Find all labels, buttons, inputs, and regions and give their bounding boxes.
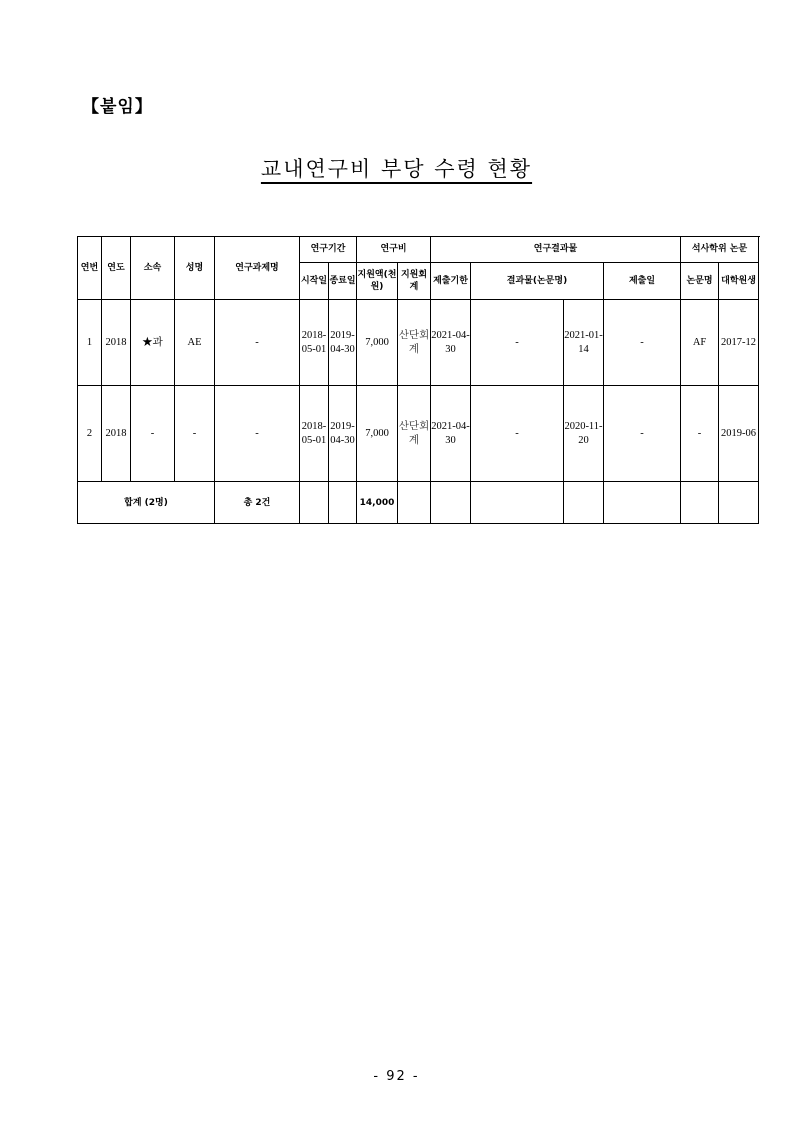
- cell-end: 2019-04-30: [329, 386, 357, 482]
- page-title-text: 교내연구비 부당 수령 현황: [260, 157, 533, 181]
- summary-empty: [471, 482, 564, 524]
- cell-end: 2019-04-30: [329, 300, 357, 386]
- header-period-start: 시작일: [300, 263, 329, 300]
- header-funding: 연구비: [357, 237, 431, 263]
- cell-name: -: [175, 386, 215, 482]
- header-deadline: 제출기한: [431, 263, 471, 300]
- summary-empty: [719, 482, 759, 524]
- summary-amount-total: 14,000: [357, 482, 398, 524]
- header-period: 연구기간: [300, 237, 357, 263]
- cell-deadline: 2021-04-30: [431, 386, 471, 482]
- summary-empty: [564, 482, 604, 524]
- cell-year: 2018: [102, 386, 131, 482]
- cell-result-title: -: [471, 300, 564, 386]
- summary-empty: [329, 482, 357, 524]
- cell-result-title: -: [471, 386, 564, 482]
- header-year: 연도: [102, 237, 131, 300]
- cell-amount: 7,000: [357, 386, 398, 482]
- table-row: [78, 386, 759, 482]
- header-results: 연구결과물: [431, 237, 681, 263]
- cell-project-title: -: [215, 300, 300, 386]
- cell-submitted: 2020-11-20: [564, 386, 604, 482]
- summary-empty: [431, 482, 471, 524]
- cell-name: AE: [175, 300, 215, 386]
- header-period-end: 종료일: [329, 263, 357, 300]
- page-title: [0, 153, 793, 183]
- cell-account: 산단회계: [398, 386, 431, 482]
- cell-affiliation: -: [131, 386, 175, 482]
- summary-empty: [604, 482, 681, 524]
- cell-deadline: 2021-04-30: [431, 300, 471, 386]
- cell-grad-student: AF: [681, 300, 719, 386]
- funding-table: [77, 236, 759, 524]
- summary-count-label: 총 2건: [215, 482, 300, 524]
- header-result-title: 결과물(논문명): [471, 263, 604, 300]
- summary-empty: [398, 482, 431, 524]
- cell-submitted: 2021-01-14: [564, 300, 604, 386]
- cell-no: 1: [78, 300, 102, 386]
- cell-start: 2018-05-01: [300, 386, 329, 482]
- summary-empty: [300, 482, 329, 524]
- header-funding-amount: 지원액(천원): [357, 263, 398, 300]
- summary-empty: [681, 482, 719, 524]
- cell-start: 2018-05-01: [300, 300, 329, 386]
- cell-no: 2: [78, 386, 102, 482]
- header-affiliation: 소속: [131, 237, 175, 300]
- cell-thesis-title: -: [604, 386, 681, 482]
- summary-row: [78, 482, 759, 524]
- summary-total-label: 합계 (2명): [78, 482, 215, 524]
- header-thesis: 석사학위 논문: [681, 237, 759, 263]
- cell-amount: 7,000: [357, 300, 398, 386]
- header-submitted: 제출일: [604, 263, 681, 300]
- header-name: 성명: [175, 237, 215, 300]
- header-project-title: 연구과제명: [215, 237, 300, 300]
- cell-account: 산단회계: [398, 300, 431, 386]
- cell-thesis-title: -: [604, 300, 681, 386]
- cell-approval-date: 2017-12: [719, 300, 759, 386]
- header-no: 연번: [78, 237, 102, 300]
- appendix-label: 【붙임】: [82, 97, 153, 117]
- cell-affiliation: ★과: [131, 300, 175, 386]
- table-row: [78, 300, 759, 386]
- header-funding-account: 지원회계: [398, 263, 431, 300]
- header-grad-student: 대학원생: [719, 263, 759, 300]
- header-thesis-title: 논문명: [681, 263, 719, 300]
- cell-approval-date: 2019-06: [719, 386, 759, 482]
- cell-year: 2018: [102, 300, 131, 386]
- cell-project-title: -: [215, 386, 300, 482]
- page-number: - 92 -: [373, 1069, 420, 1084]
- cell-grad-student: -: [681, 386, 719, 482]
